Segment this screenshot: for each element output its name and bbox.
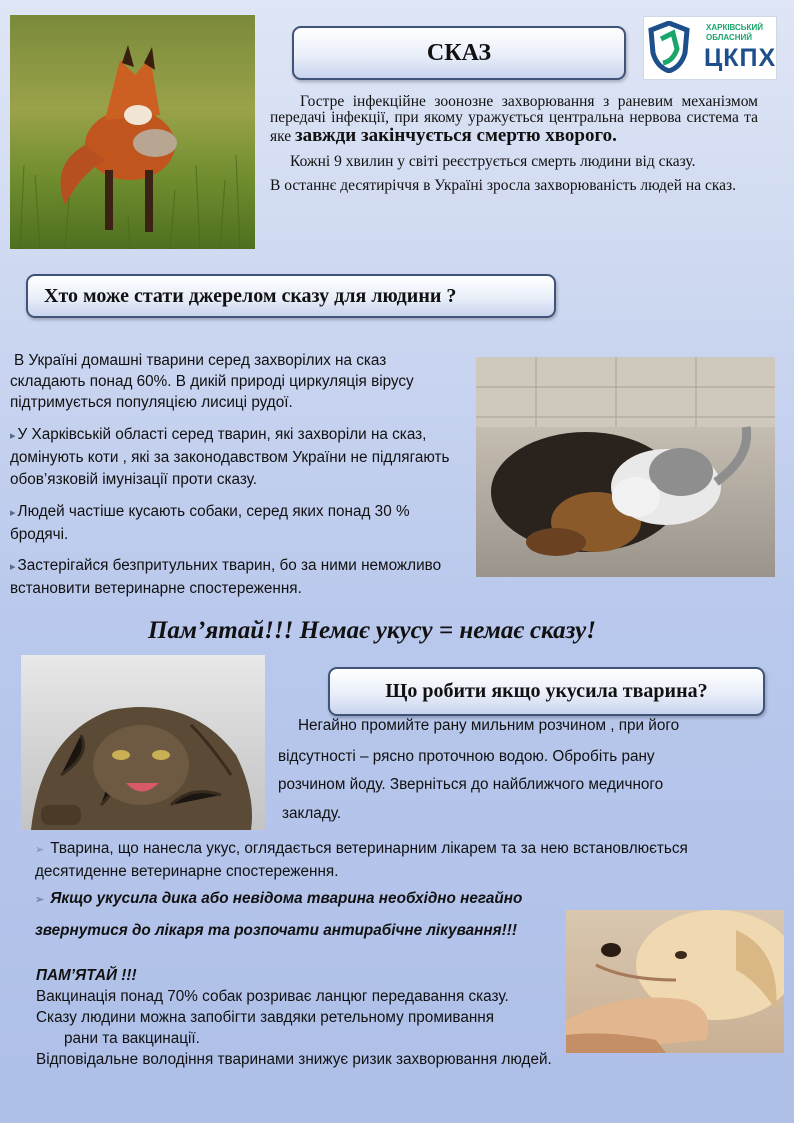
- intro-text: [270, 94, 758, 194]
- section2-bullet-2-line1: Якщо укусила дика або невідома тварина необхідно негайно: [50, 890, 523, 907]
- logo-line2: ОБЛАСНИЙ: [706, 33, 753, 42]
- section1-bullet-2: ▸ Людей частіше кусають собаки, серед яких понад 30 % бродячі.: [10, 501, 465, 545]
- section2-line-3: розчином йоду. Зверніться до найближчого медичного: [278, 776, 664, 793]
- section2-heading: Що робити якщо укусила тварина?: [385, 680, 708, 702]
- shield-logo-icon: [647, 21, 691, 73]
- angry-cat-photo: [21, 655, 265, 830]
- intro-p1-bold: завжди закінчується смертю хворого.: [295, 125, 617, 146]
- remember-line-2: Сказу людини можна запобігти завдяки ретельному промивання: [36, 1009, 495, 1026]
- section2-line-4: закладу.: [282, 805, 342, 822]
- section1-text: [10, 350, 465, 599]
- page-title: СКАЗ: [426, 39, 492, 66]
- logo-abbr: ЦКПХ: [704, 44, 777, 72]
- section2-line-1: Негайно промийте рану мильним розчином , при його: [298, 717, 680, 734]
- remember-line-1: Вакцинація понад 70% собак розриває ланцюг передавання сказу.: [36, 988, 509, 1005]
- fox-photo: [10, 15, 255, 249]
- section2-heading-box: [328, 667, 765, 716]
- remember-heading: ПАМ’ЯТАЙ !!!: [36, 967, 137, 984]
- intro-p3: В останнє десятиріччя в Україні зросла захворюваність людей на сказ.: [270, 177, 736, 194]
- section1-bullet-3: ▸ Застерігайся безпритульних тварин, бо за ними неможливо встановити ветеринарне спостереження.: [10, 555, 465, 599]
- remember-block: [36, 965, 636, 1070]
- section2-bullet-1: ➢ Тварина, що нанесла укус, оглядається ветеринарним лікарем та за нею встановлюється десятиденне ветеринарне спостереження.: [35, 838, 763, 882]
- intro-p1: Гостре інфекційне зоонозне захворювання з раневим механізмом передачі інфекції, при якому уражується центральна нервова система та яке: [270, 93, 758, 145]
- logo: [643, 16, 777, 80]
- remember-line-3: рани та вакцинації.: [64, 1030, 200, 1047]
- slogan: Пам’ятай!!! Немає укусу = немає сказу!: [147, 617, 597, 644]
- intro-p2: Кожні 9 хвилин у світі реєструється смерть людини від сказу.: [290, 153, 696, 170]
- section2-bullet-2: [35, 888, 595, 942]
- section2-line-2: відсутності – рясно проточною водою. Обробіть рану: [278, 748, 655, 765]
- section2-text: [278, 715, 748, 827]
- title-box: [292, 26, 626, 80]
- logo-line1: ХАРКІВСЬКИЙ: [706, 23, 763, 32]
- dog-and-cat-photo: [476, 357, 775, 577]
- section1-bullet-1: ▸ У Харківській області серед тварин, які захворіли на сказ, домінують коти , які за законодавством України не підлягають обов’язковій імунізації проти сказу.: [10, 424, 465, 491]
- section1-heading: Хто може стати джерелом сказу для людини ?: [44, 284, 457, 307]
- remember-line-4: Відповідальне володіння тваринами знижує ризик захворювання людей.: [36, 1051, 552, 1068]
- section2-bullet-2-line2: звернутися до лікаря та розпочати антирабічне лікування!!!: [35, 922, 517, 939]
- section1-p1: В Україні домашні тварини серед захворілих на сказ складають понад 60%. В дикій природі циркуляція вірусу підтримується популяцією лисиці рудої.: [10, 352, 414, 411]
- section1-heading-box: [26, 274, 556, 318]
